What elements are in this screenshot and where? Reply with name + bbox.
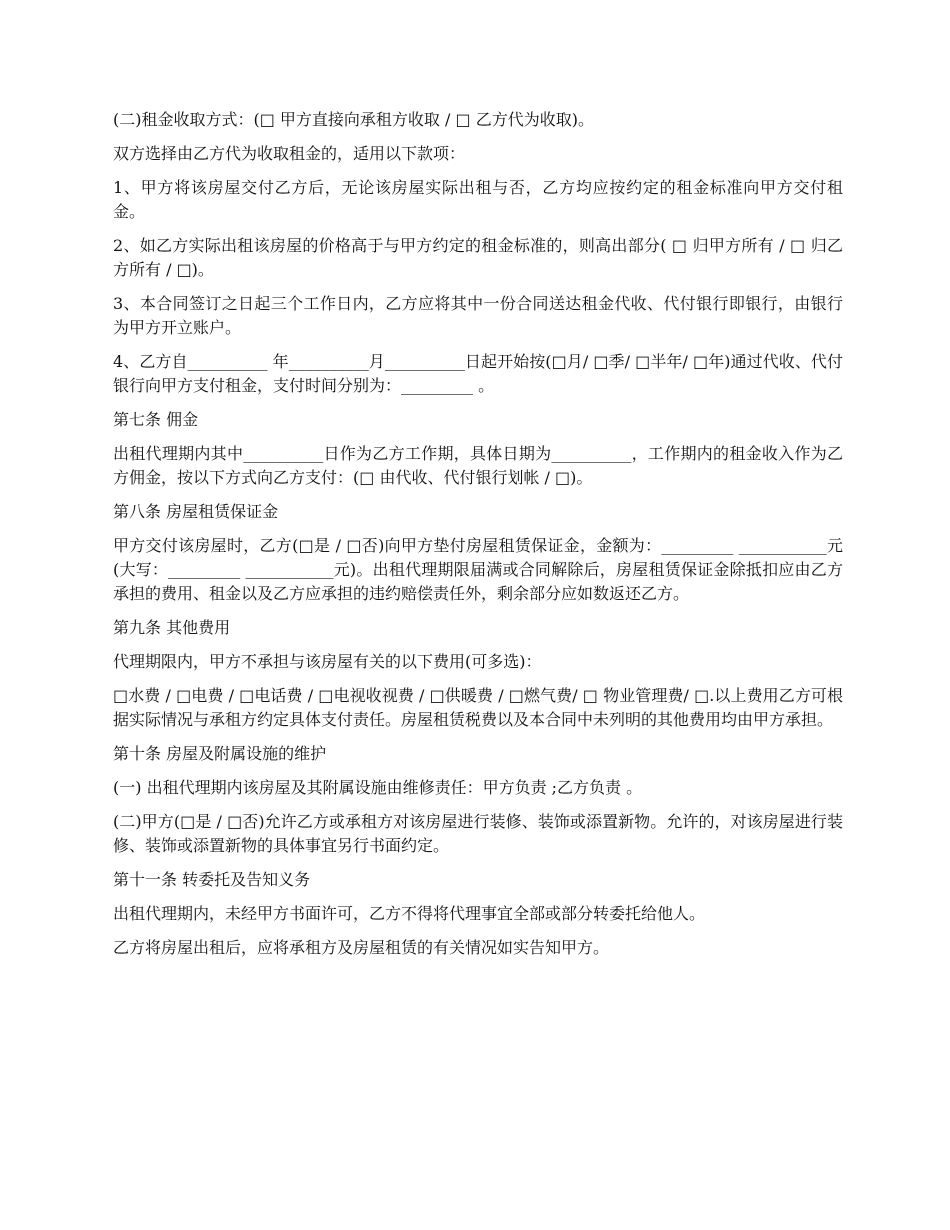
article-11-heading: 第十一条 转委托及告知义务	[113, 870, 311, 889]
article-9-intro: 代理期限内，甲方不承担与该房屋有关的以下费用(可多选)：	[113, 652, 542, 671]
article-10-heading: 第十条 房屋及附属设施的维护	[113, 744, 327, 763]
clause-item-1: 1、甲方将该房屋交付乙方后，无论该房屋实际出租与否，乙方均应按约定的租金标准向甲方交付租金。	[113, 178, 843, 221]
article-10-item-1: (一) 出租代理期内该房屋及其附属设施由维修责任：甲方负责 ;乙方负责 。	[113, 778, 643, 797]
article-9-body: □水费 / □电费 / □电话费 / □电视收视费 / □供暖费 / □燃气费/ □ 物业管理费/ □.以上费用乙方可根据实际情况与承租方约定具体支付责任。房屋租赁税费以及本合同中未列明的其他费用均由甲方承担。	[113, 686, 843, 729]
article-8-body: 甲方交付该房屋时，乙方(□是 / □否)向甲方垫付房屋租赁保证金，金额为：_________ ___________元(大写：_________ ___________元)。出租代理期限届满或合同解除后，房屋租赁保证金除抵扣应由乙方承担的费用、租金以及乙方应承担的违约赔偿责任外，剩余部分应如数返还乙方。	[113, 536, 843, 603]
agent-collection-intro: 双方选择由乙方代为收取租金的，适用以下款项：	[113, 144, 466, 163]
article-8-heading: 第八条 房屋租赁保证金	[113, 502, 279, 521]
document-body	[113, 108, 843, 970]
article-11-body-2: 乙方将房屋出租后，应将承租方及房屋租赁的有关情况如实告知甲方。	[113, 938, 610, 957]
clause-item-4: 4、乙方自__________ 年__________月__________日起开始按(□月/ □季/ □半年/ □年)通过代收、代付银行向甲方支付租金，支付时间分别为：_________ 。	[113, 352, 843, 395]
article-7-heading: 第七条 佣金	[113, 410, 199, 429]
article-7-body: 出租代理期内其中__________日作为乙方工作期，具体日期为__________，工作期内的租金收入作为乙方佣金，按以下方式向乙方支付：(□ 由代收、代付银行划帐 / □)。	[113, 444, 843, 487]
rent-collection-method: (二)租金收取方式：(□ 甲方直接向承租方收取 / □ 乙方代为收取)。	[113, 110, 594, 129]
article-10-item-2: (二)甲方(□是 / □否)允许乙方或承租方对该房屋进行装修、装饰或添置新物。允许的，对该房屋进行装修、装饰或添置新物的具体事宜另行书面约定。	[113, 812, 843, 855]
article-9-heading: 第九条 其他费用	[113, 618, 231, 637]
article-11-body-1: 出租代理期内，未经甲方书面许可，乙方不得将代理事宜全部或部分转委托给他人。	[113, 904, 706, 923]
clause-item-3: 3、本合同签订之日起三个工作日内，乙方应将其中一份合同送达租金代收、代付银行即银行，由银行为甲方开立账户。	[113, 294, 843, 337]
clause-item-2: 2、如乙方实际出租该房屋的价格高于与甲方约定的租金标准的，则高出部分( □ 归甲方所有 / □ 归乙方所有 / □)。	[113, 236, 843, 279]
